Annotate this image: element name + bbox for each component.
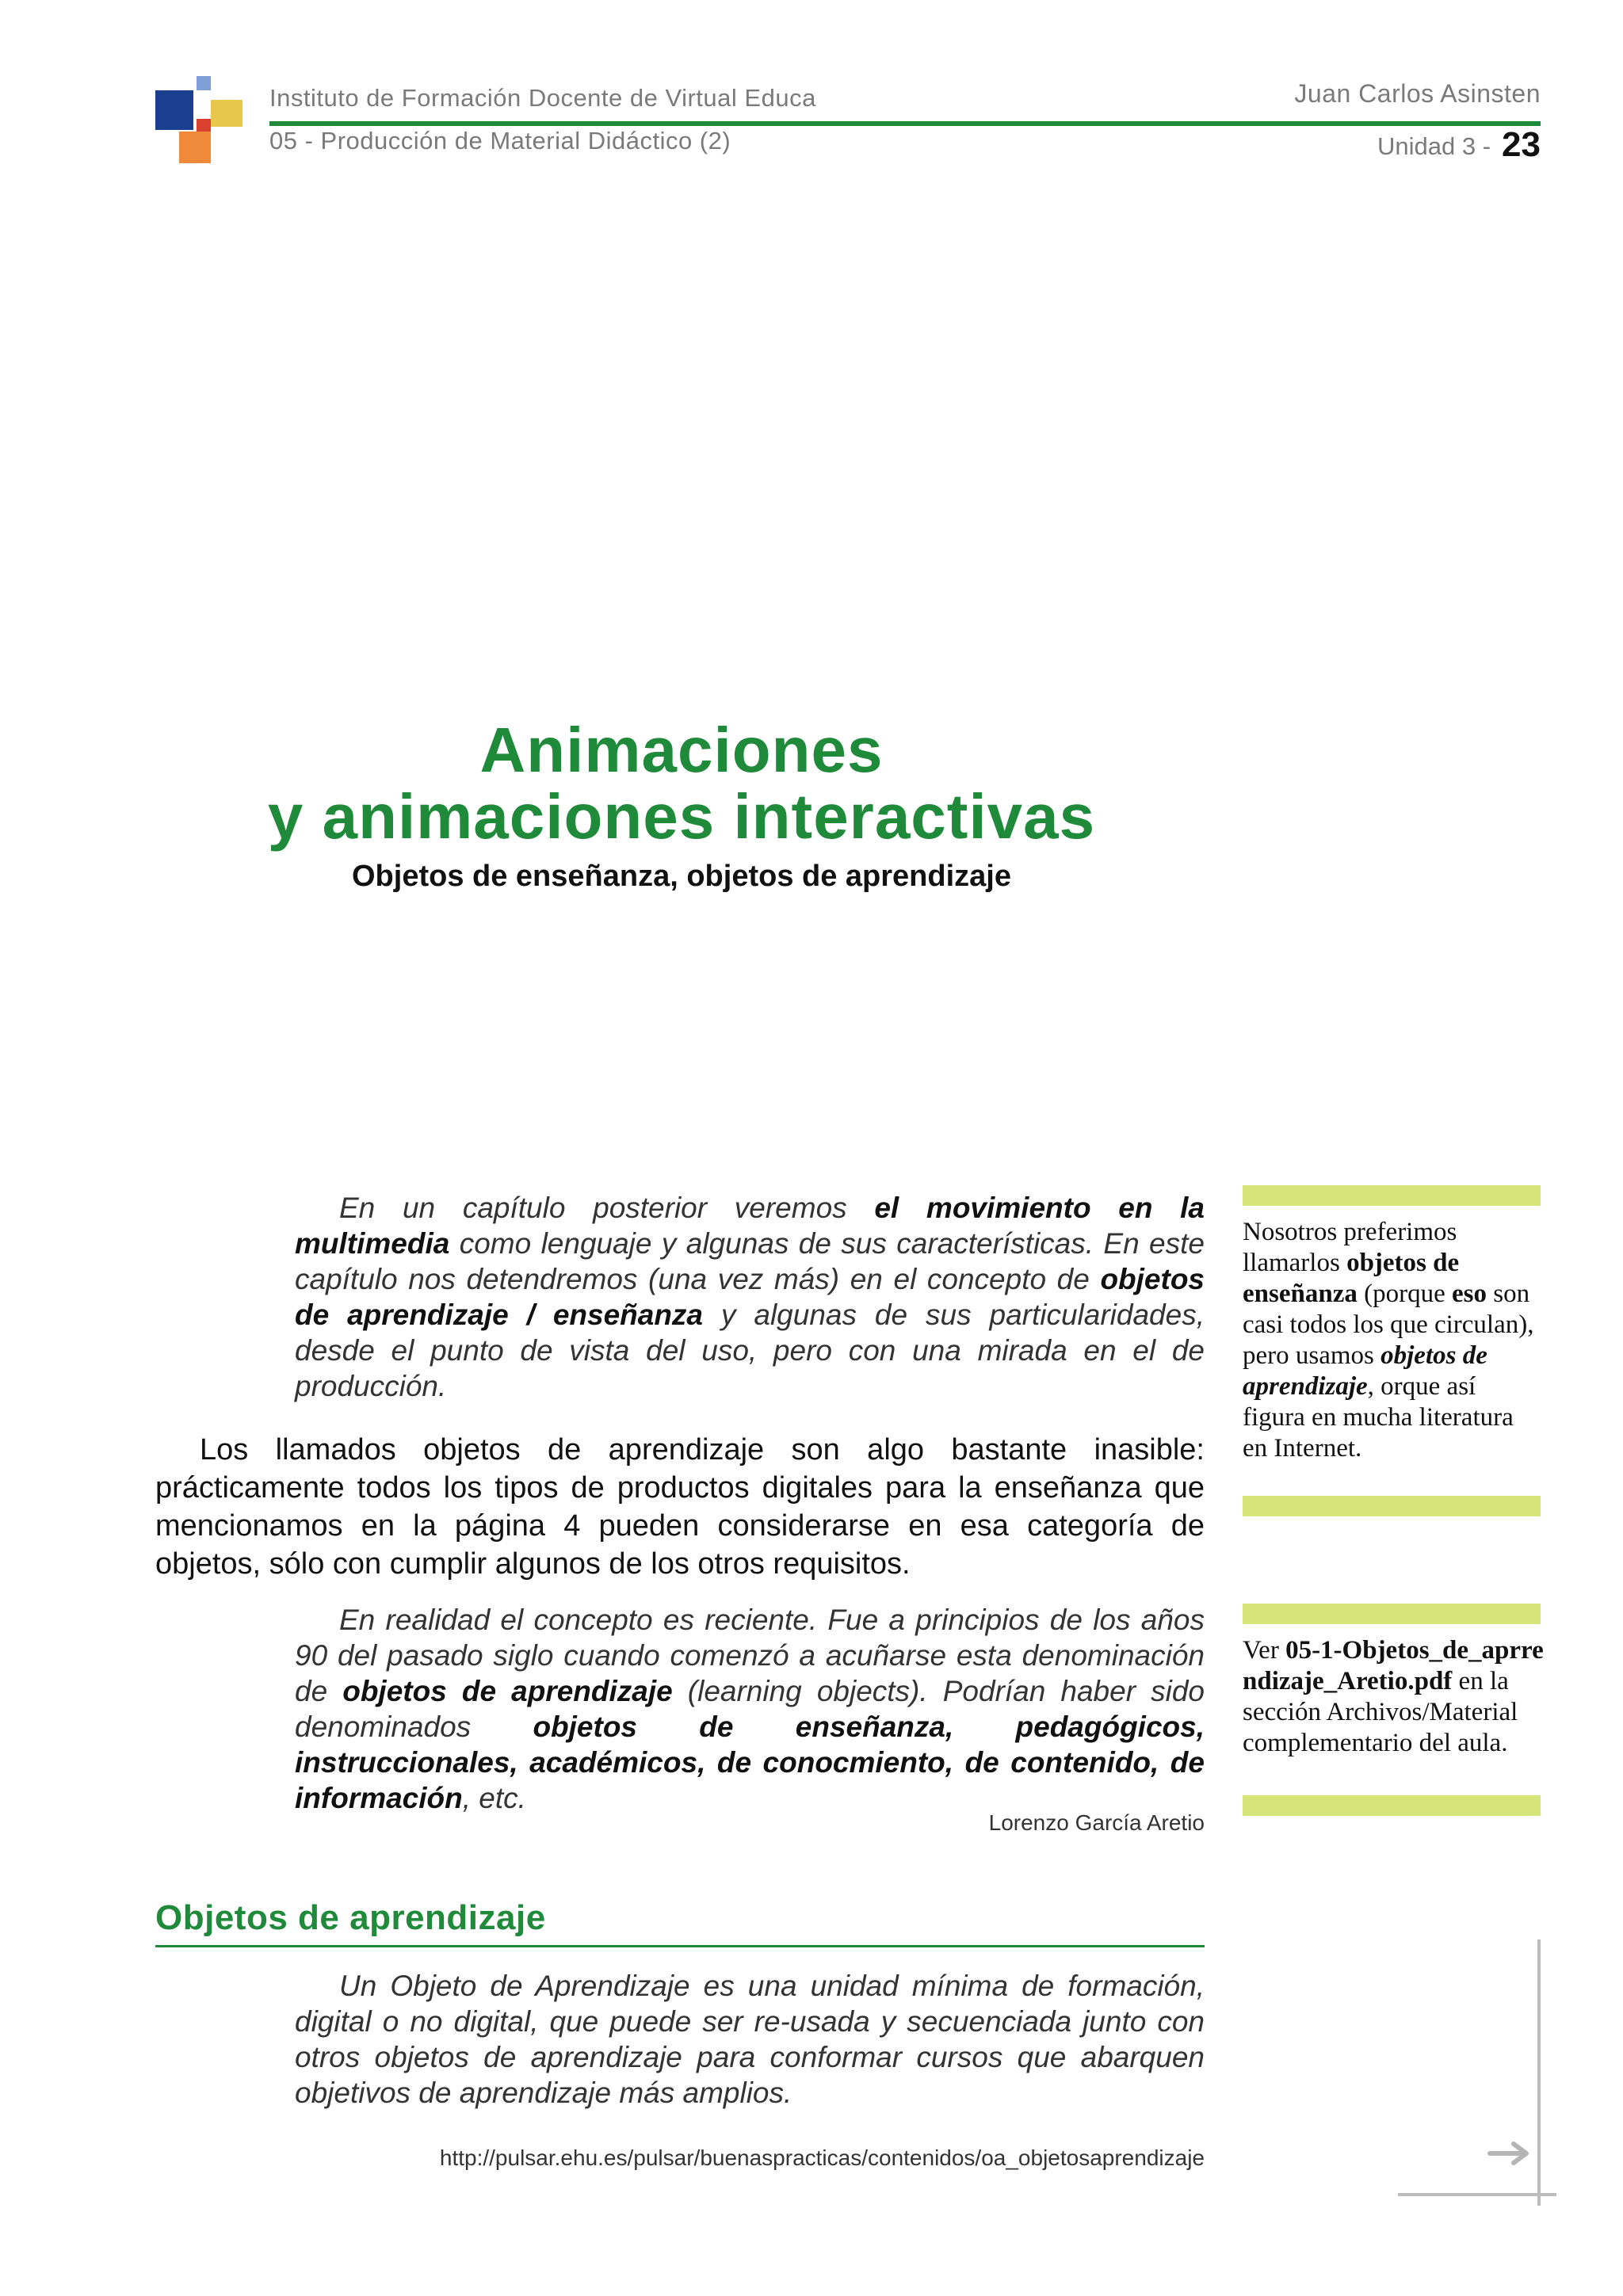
quote-block — [295, 1602, 1205, 1816]
corner-horizontal-line — [1398, 2193, 1556, 2196]
header-institute: Instituto de Formación Docente de Virtual Educa — [269, 84, 816, 112]
corner-vertical-line — [1537, 1939, 1541, 2206]
intro-bold-1: el movimiento en la multimedia — [295, 1192, 1205, 1260]
intro-text-1: En un capítulo posterior veremos — [339, 1192, 875, 1224]
unit-label: Unidad 3 - — [1377, 132, 1491, 160]
note1-bold-3: objetos de aprendizaje — [1243, 1341, 1487, 1401]
page-subtitle: Objetos de enseñanza, objetos de aprendizaje — [352, 860, 1011, 893]
header-unit — [1377, 124, 1541, 163]
header-course: 05 - Producción de Material Didáctico (2) — [269, 127, 731, 154]
quote-text-2: (learning objects). Podrían haber sido denominados — [295, 1675, 1205, 1743]
page-title — [158, 717, 1205, 850]
intro-text-2: como lenguaje y algunas de sus características. En este capítulo nos detendremos (una vez más) en el concepto de — [295, 1227, 1205, 1295]
header-author: Juan Carlos Asinsten — [1294, 79, 1541, 108]
title-line-2: y animaciones interactivas — [267, 781, 1096, 852]
sidebar-note-2 — [1243, 1635, 1544, 1759]
section-quote — [295, 1968, 1205, 2111]
body-paragraph — [155, 1431, 1205, 1583]
note1-text-3: son casi todos los que circulan), pero usamos — [1243, 1280, 1534, 1370]
intro-text-3: y algunas de sus particularidades, desde el punto de vista del uso, pero con una mirada en el de producción. — [295, 1299, 1205, 1402]
header-rule — [269, 121, 1541, 126]
quote-citation: Lorenzo García Aretio — [988, 1810, 1205, 1835]
note1-text-4: , orque así figura en mucha literatura en Internet. — [1243, 1372, 1514, 1463]
arrow-right-icon[interactable] — [1487, 2139, 1534, 2168]
source-url[interactable]: http://pulsar.ehu.es/pulsar/buenaspracticas/contenidos/oa_objetosaprendizaje — [439, 2145, 1205, 2170]
sidebar-bar — [1243, 1604, 1541, 1624]
sidebar-bar — [1243, 1795, 1541, 1816]
note1-bold-2: eso — [1451, 1280, 1487, 1308]
body-paragraph-text: Los llamados objetos de aprendizaje son algo bastante inasible: prácticamente todos los tipos de productos digitales para la enseñanza que mencionamos en la página 4 pueden considerarse en esa categoría de objetos, sólo con cumplir algunos de los otros requisitos. — [155, 1433, 1205, 1581]
section-heading: Objetos de aprendizaje — [155, 1898, 546, 1937]
section-quote-text: Un Objeto de Aprendizaje es una unidad mínima de formación, digital o no digital, que puede ser re-usada y secuenciada junto con otros objetos de aprendizaje para conformar cursos que abarquen objetivos de aprendizaje más amplios. — [295, 1970, 1205, 2109]
quote-text-1: En realidad el concepto es reciente. Fue a principios de los años 90 del pasado siglo cuando comenzó a acuñarse esta denominación de — [295, 1604, 1205, 1707]
sidebar-bar — [1243, 1496, 1541, 1516]
intro-text — [295, 1190, 1205, 1404]
quote-bold-1: objetos de aprendizaje — [342, 1675, 673, 1707]
note1-text-1: Nosotros preferimos llamarlos — [1243, 1218, 1457, 1277]
note2-text-1: Ver — [1243, 1636, 1286, 1665]
quote-bold-2: objetos de enseñanza, pedagógicos, instruccionales, académicos, de conocmiento, de contenido, de información — [295, 1711, 1205, 1814]
sidebar-note-1 — [1243, 1217, 1544, 1464]
title-line-1: Animaciones — [479, 715, 884, 785]
page-number: 23 — [1502, 125, 1541, 164]
note1-text-2: (porque — [1357, 1280, 1452, 1308]
note2-text-2: en la sección Archivos/Material complementario del aula. — [1243, 1667, 1518, 1757]
intro-bold-2: objetos de aprendizaje / enseñanza — [295, 1263, 1205, 1331]
quote-text-3: , etc. — [462, 1782, 526, 1814]
sidebar-bar — [1243, 1185, 1541, 1206]
section-rule — [155, 1945, 1205, 1947]
logo-icon — [155, 76, 242, 163]
note2-filename: 05-1-Objetos_de_aprrendizaje_Aretio.pdf — [1243, 1636, 1544, 1695]
note1-bold-1: objetos de enseñanza — [1243, 1249, 1460, 1308]
